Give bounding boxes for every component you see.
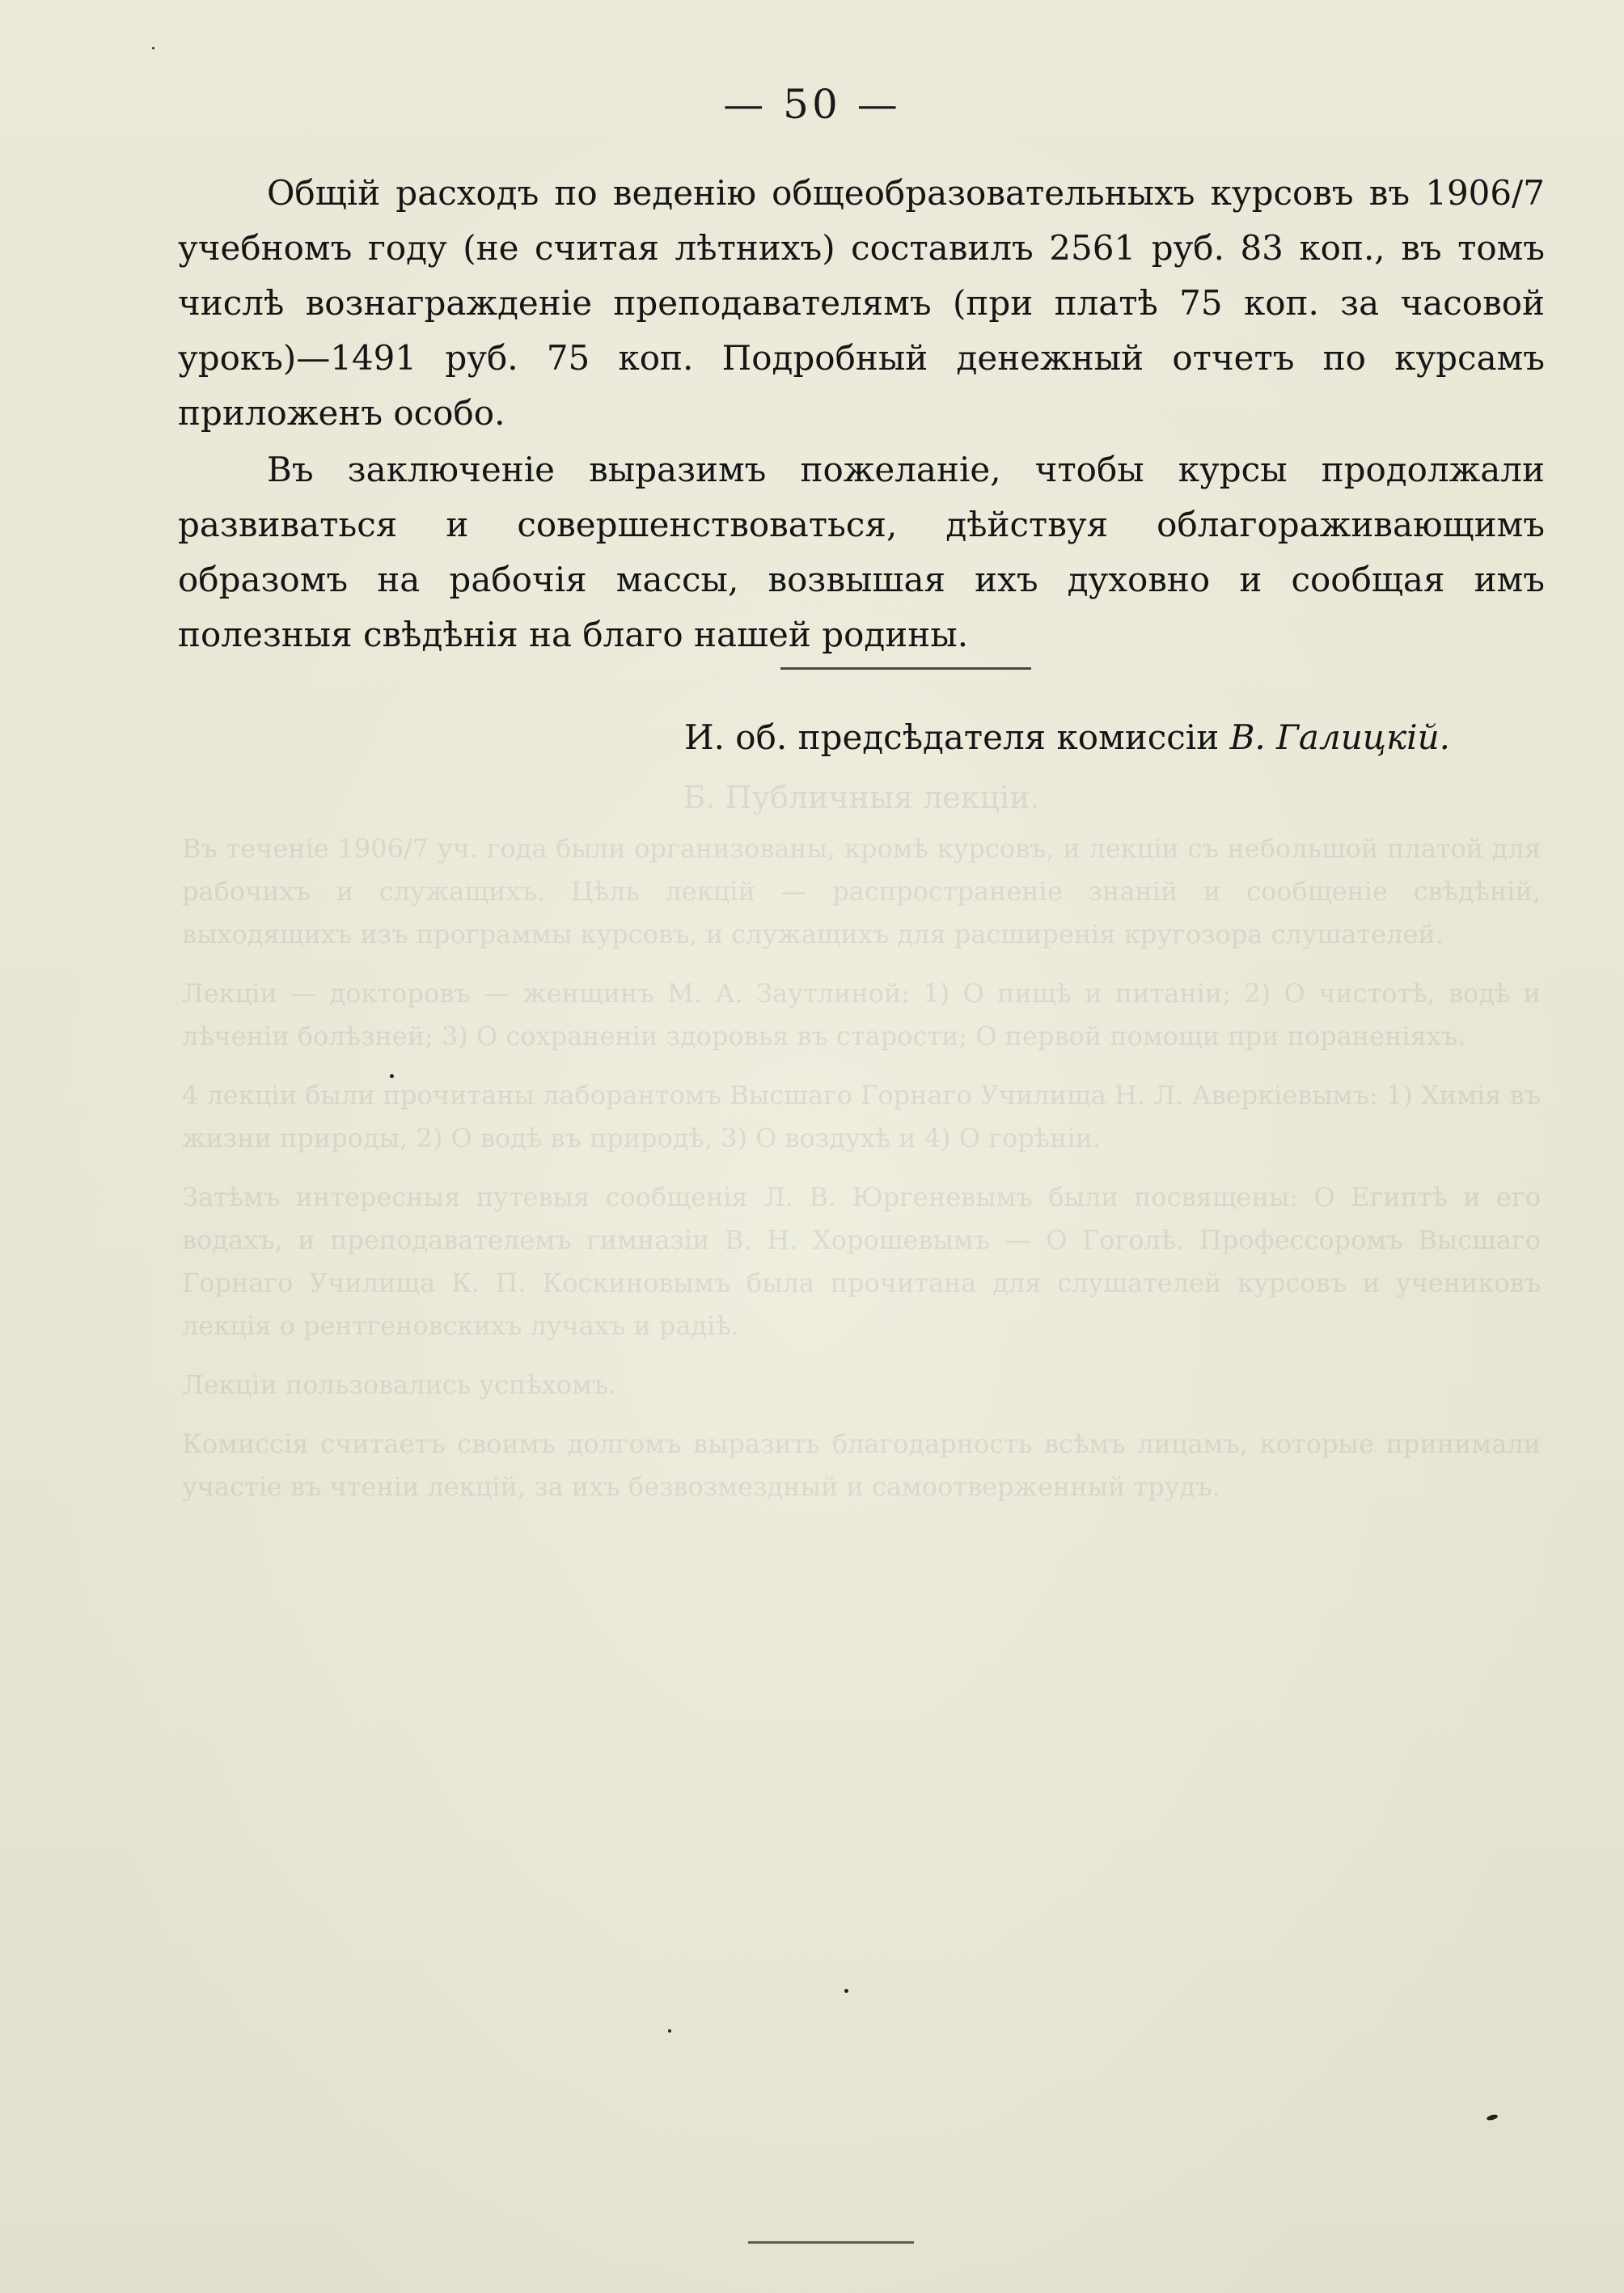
main-text bbox=[178, 166, 1545, 662]
ink-speck bbox=[844, 1989, 848, 1993]
bleed-through-text bbox=[182, 776, 1541, 1508]
bleed-through-paragraph: Комиссія считаетъ своимъ долгомъ выразить благодарность всѣмъ лицамъ, которые принимали участіе въ чтеніи лекцій, за ихъ безвозмездный и самоотверженный трудъ. bbox=[182, 1428, 1541, 1502]
page-number: — 50 — bbox=[723, 81, 901, 128]
ink-speck bbox=[390, 1074, 394, 1078]
ink-speck bbox=[1486, 2113, 1498, 2121]
section-divider bbox=[780, 667, 1031, 670]
paragraph-expenses: Общій расходъ по веденію общеобразовательныхъ курсовъ въ 1906/7 учебномъ году (не считая лѣтнихъ) составилъ 2561 руб. 83 коп., въ томъ числѣ вознагражденіе преподавателямъ (при платѣ 75 коп. за часовой урокъ)—1491 руб. 75 коп. Подробный денежный отчетъ по курсамъ приложенъ особо. bbox=[178, 173, 1545, 433]
paragraph-conclusion: Въ заключеніе выразимъ пожеланіе, чтобы курсы продолжали развиваться и совершенствоваться, дѣйствуя облагораживающимъ образомъ на рабочія массы, возвышая ихъ духовно и сообщая имъ полезныя свѣдѣнія на благо нашей родины. bbox=[178, 450, 1545, 654]
bleed-through-paragraph: Затѣмъ интересныя путевыя сообщенія Л. В. Юргеневымъ были посвящены: О Египтѣ и его водахъ, и преподавателемъ гимназіи В. Н. Хорошевымъ — О Гоголѣ. Профессоромъ Высшаго Горнаго Училища К. П. Коскиновымъ была прочитана для слушателей курсовъ и учениковъ лекція о рентгеновскихъ лучахъ и радіѣ. bbox=[182, 1182, 1541, 1341]
bleed-through-paragraph: Лекціи пользовались успѣхомъ. bbox=[182, 1369, 617, 1400]
signature-name: В. Галицкій. bbox=[1229, 717, 1450, 757]
signature-block bbox=[684, 713, 1450, 762]
ink-speck bbox=[152, 47, 154, 49]
bleed-through-paragraph: 4 лекціи были прочитаны лаборантомъ Высшаго Горнаго Училища Н. Л. Аверкіевымъ: 1) Химія въ жизни природы, 2) О водѣ въ природѣ, 3) О воздухѣ и 4) О горѣніи. bbox=[182, 1080, 1541, 1153]
bottom-rule bbox=[748, 2241, 914, 2244]
bleed-through-paragraph: Въ теченіе 1906/7 уч. года были организованы, кромѣ курсовъ, и лекціи съ небольшой платой для рабочихъ и служащихъ. Цѣль лекцій — распространеніе знаній и сообщеніе свѣдѣній, выходящихъ изъ программы курсовъ, и служащихъ для расширенія кругозора слушателей. bbox=[182, 833, 1541, 950]
bleed-through-paragraph: Лекціи — докторовъ — женщинъ М. А. Заутлиной: 1) О пищѣ и питаніи; 2) О чистотѣ, водѣ и лѣченіи болѣзней; 3) О сохраненіи здоровья въ старости; О первой помощи при пораненіяхъ. bbox=[182, 978, 1541, 1051]
ink-speck bbox=[668, 2029, 671, 2033]
signature-role: И. об. предсѣдателя комиссіи bbox=[683, 717, 1220, 757]
bleed-through-title: Б. Публичныя лекціи. bbox=[683, 780, 1040, 815]
